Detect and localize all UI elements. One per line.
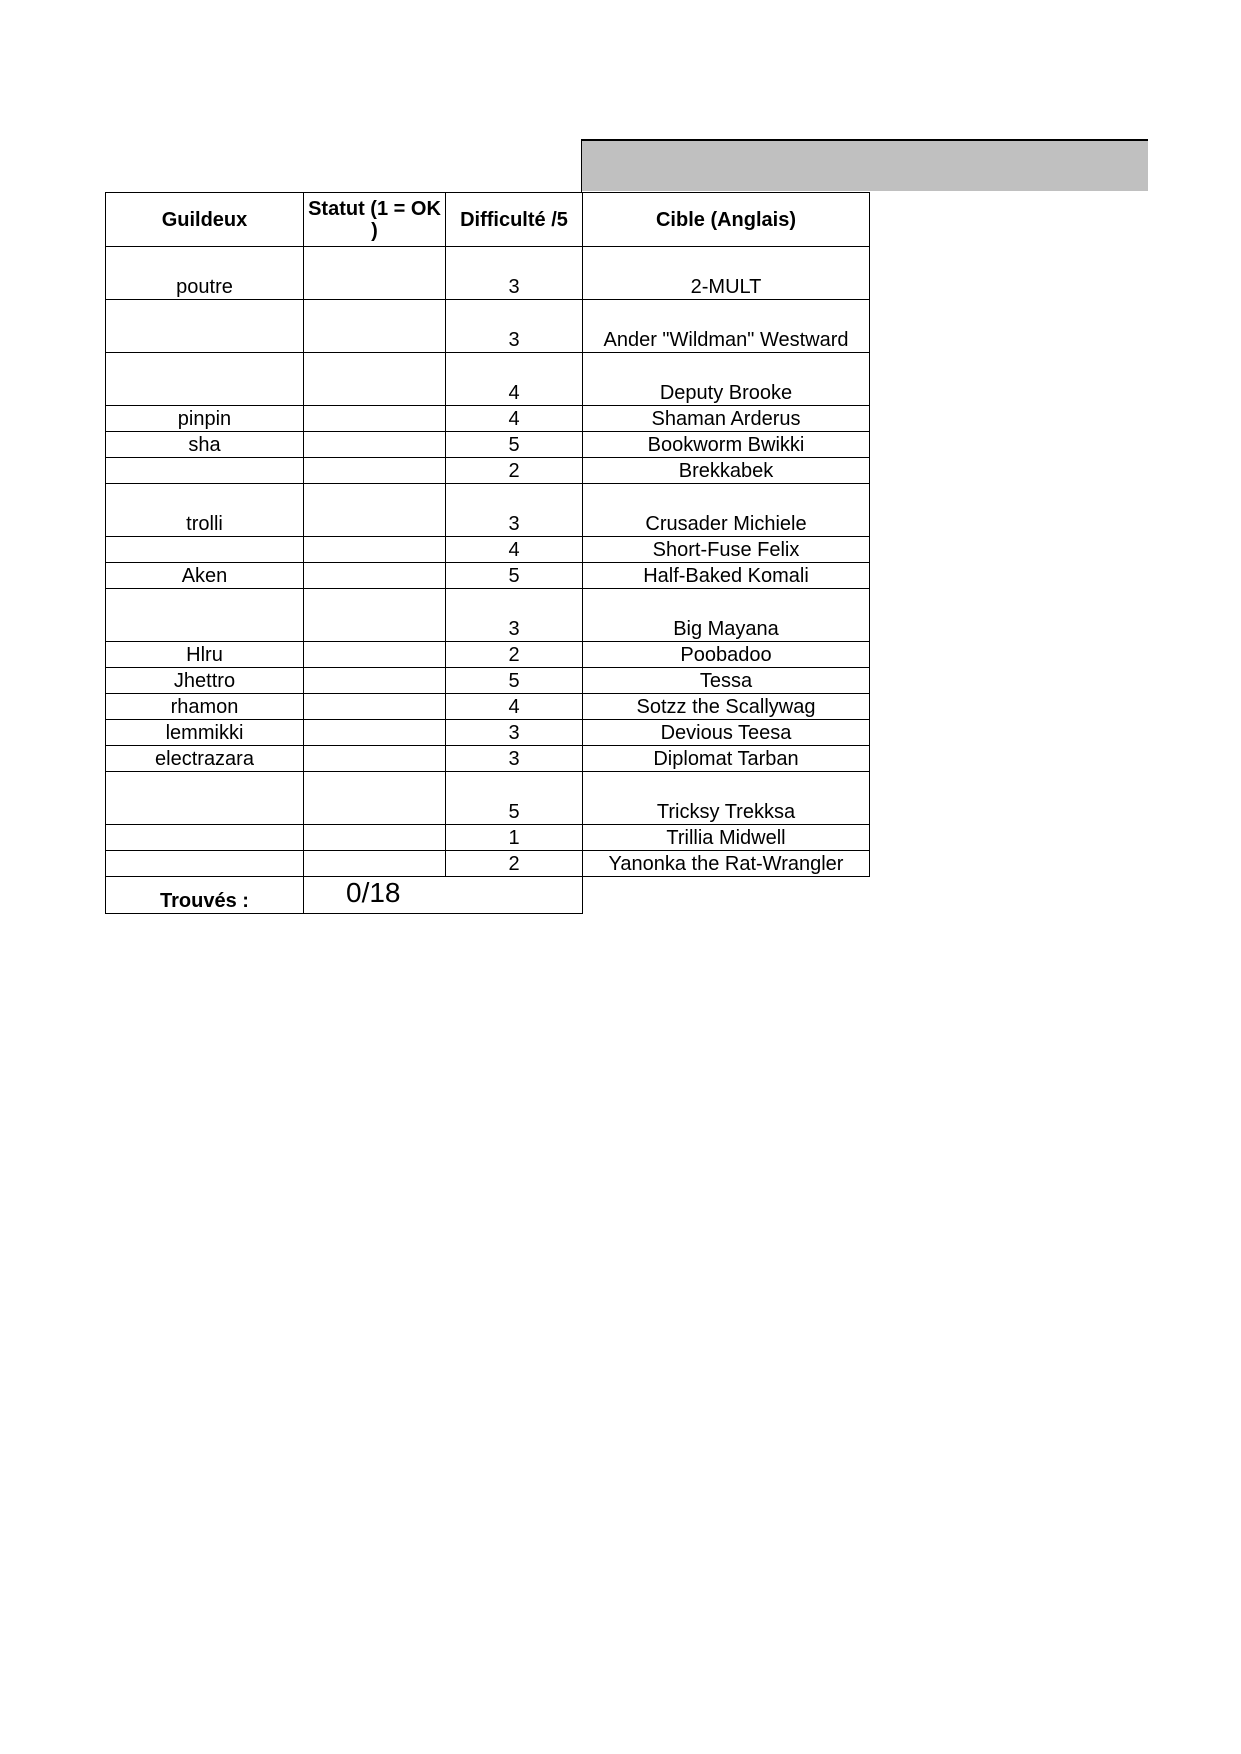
cell-statut[interactable] <box>304 746 446 772</box>
table-row <box>106 668 870 694</box>
cell-statut[interactable] <box>304 694 446 720</box>
cell-difficulte[interactable]: 3 <box>446 300 583 353</box>
cell-difficulte[interactable]: 4 <box>446 694 583 720</box>
cell-cible[interactable]: Sotzz the Scallywag <box>583 694 870 720</box>
cell-difficulte[interactable]: 3 <box>446 484 583 537</box>
cell-guildeux[interactable]: pinpin <box>106 406 304 432</box>
cell-cible[interactable]: Trillia Midwell <box>583 825 870 851</box>
cell-cible[interactable]: Bookworm Bwikki <box>583 432 870 458</box>
cell-difficulte[interactable]: 4 <box>446 353 583 406</box>
cell-cible[interactable]: Devious Teesa <box>583 720 870 746</box>
cell-statut[interactable] <box>304 484 446 537</box>
cell-difficulte[interactable]: 3 <box>446 746 583 772</box>
cell-guildeux[interactable]: Jhettro <box>106 668 304 694</box>
cell-cible[interactable]: Shaman Arderus <box>583 406 870 432</box>
cell-cible[interactable]: Diplomat Tarban <box>583 746 870 772</box>
cell-statut[interactable] <box>304 851 446 877</box>
table-body <box>106 247 870 877</box>
cell-guildeux[interactable]: electrazara <box>106 746 304 772</box>
cell-cible[interactable]: Ander "Wildman" Westward <box>583 300 870 353</box>
total-value[interactable]: 0/18 <box>304 877 583 914</box>
header-difficulte: Difficulté /5 <box>446 193 583 247</box>
cell-guildeux[interactable] <box>106 537 304 563</box>
table-row <box>106 772 870 825</box>
header-row <box>106 193 870 247</box>
cell-difficulte[interactable]: 3 <box>446 720 583 746</box>
table-row <box>106 642 870 668</box>
cell-statut[interactable] <box>304 589 446 642</box>
header-grey-band <box>582 139 1148 191</box>
cell-guildeux[interactable]: Aken <box>106 563 304 589</box>
cell-guildeux[interactable]: rhamon <box>106 694 304 720</box>
cell-guildeux[interactable]: poutre <box>106 247 304 300</box>
cell-difficulte[interactable]: 3 <box>446 247 583 300</box>
cell-cible[interactable]: Brekkabek <box>583 458 870 484</box>
total-row <box>106 877 870 914</box>
cell-guildeux[interactable] <box>106 825 304 851</box>
cell-difficulte[interactable]: 1 <box>446 825 583 851</box>
table-row <box>106 746 870 772</box>
table-row <box>106 589 870 642</box>
cell-difficulte[interactable]: 5 <box>446 668 583 694</box>
table-row <box>106 247 870 300</box>
cell-statut[interactable] <box>304 772 446 825</box>
cell-statut[interactable] <box>304 720 446 746</box>
cell-difficulte[interactable]: 3 <box>446 589 583 642</box>
cell-difficulte[interactable]: 5 <box>446 432 583 458</box>
cell-cible[interactable]: 2-MULT <box>583 247 870 300</box>
cell-guildeux[interactable]: trolli <box>106 484 304 537</box>
table-row <box>106 537 870 563</box>
cell-cible[interactable]: Big Mayana <box>583 589 870 642</box>
cell-difficulte[interactable]: 2 <box>446 642 583 668</box>
header-guildeux: Guildeux <box>106 193 304 247</box>
cell-statut[interactable] <box>304 825 446 851</box>
cell-cible[interactable]: Short-Fuse Felix <box>583 537 870 563</box>
cell-statut[interactable] <box>304 642 446 668</box>
table-row <box>106 563 870 589</box>
cell-cible[interactable]: Deputy Brooke <box>583 353 870 406</box>
table-row <box>106 432 870 458</box>
cell-cible[interactable]: Half-Baked Komali <box>583 563 870 589</box>
cell-difficulte[interactable]: 2 <box>446 458 583 484</box>
cell-difficulte[interactable]: 4 <box>446 406 583 432</box>
cell-statut[interactable] <box>304 406 446 432</box>
cell-statut[interactable] <box>304 432 446 458</box>
header-cible: Cible (Anglais) <box>583 193 870 247</box>
cell-guildeux[interactable]: Hlru <box>106 642 304 668</box>
cell-statut[interactable] <box>304 668 446 694</box>
cell-cible[interactable]: Yanonka the Rat-Wrangler <box>583 851 870 877</box>
cell-guildeux[interactable] <box>106 851 304 877</box>
cell-statut[interactable] <box>304 563 446 589</box>
cell-statut[interactable] <box>304 458 446 484</box>
cell-guildeux[interactable] <box>106 458 304 484</box>
table-row <box>106 484 870 537</box>
cell-cible[interactable]: Tessa <box>583 668 870 694</box>
cell-statut[interactable] <box>304 353 446 406</box>
table-row <box>106 825 870 851</box>
table-row <box>106 694 870 720</box>
cell-cible[interactable]: Crusader Michiele <box>583 484 870 537</box>
cell-guildeux[interactable] <box>106 300 304 353</box>
cell-difficulte[interactable]: 5 <box>446 772 583 825</box>
cell-cible[interactable]: Tricksy Trekksa <box>583 772 870 825</box>
target-table <box>105 192 870 914</box>
cell-guildeux[interactable]: lemmikki <box>106 720 304 746</box>
total-label: Trouvés : <box>106 877 304 914</box>
cell-guildeux[interactable] <box>106 772 304 825</box>
cell-guildeux[interactable] <box>106 589 304 642</box>
cell-difficulte[interactable]: 5 <box>446 563 583 589</box>
cell-statut[interactable] <box>304 247 446 300</box>
cell-statut[interactable] <box>304 537 446 563</box>
table-row <box>106 851 870 877</box>
cell-difficulte[interactable]: 4 <box>446 537 583 563</box>
table-row <box>106 458 870 484</box>
cell-difficulte[interactable]: 2 <box>446 851 583 877</box>
header-statut: Statut (1 = OK ) <box>304 193 446 247</box>
table-row <box>106 720 870 746</box>
table-row <box>106 406 870 432</box>
cell-guildeux[interactable]: sha <box>106 432 304 458</box>
table-row <box>106 353 870 406</box>
table-row <box>106 300 870 353</box>
cell-statut[interactable] <box>304 300 446 353</box>
cell-guildeux[interactable] <box>106 353 304 406</box>
cell-cible[interactable]: Poobadoo <box>583 642 870 668</box>
blank-cell <box>583 877 870 914</box>
